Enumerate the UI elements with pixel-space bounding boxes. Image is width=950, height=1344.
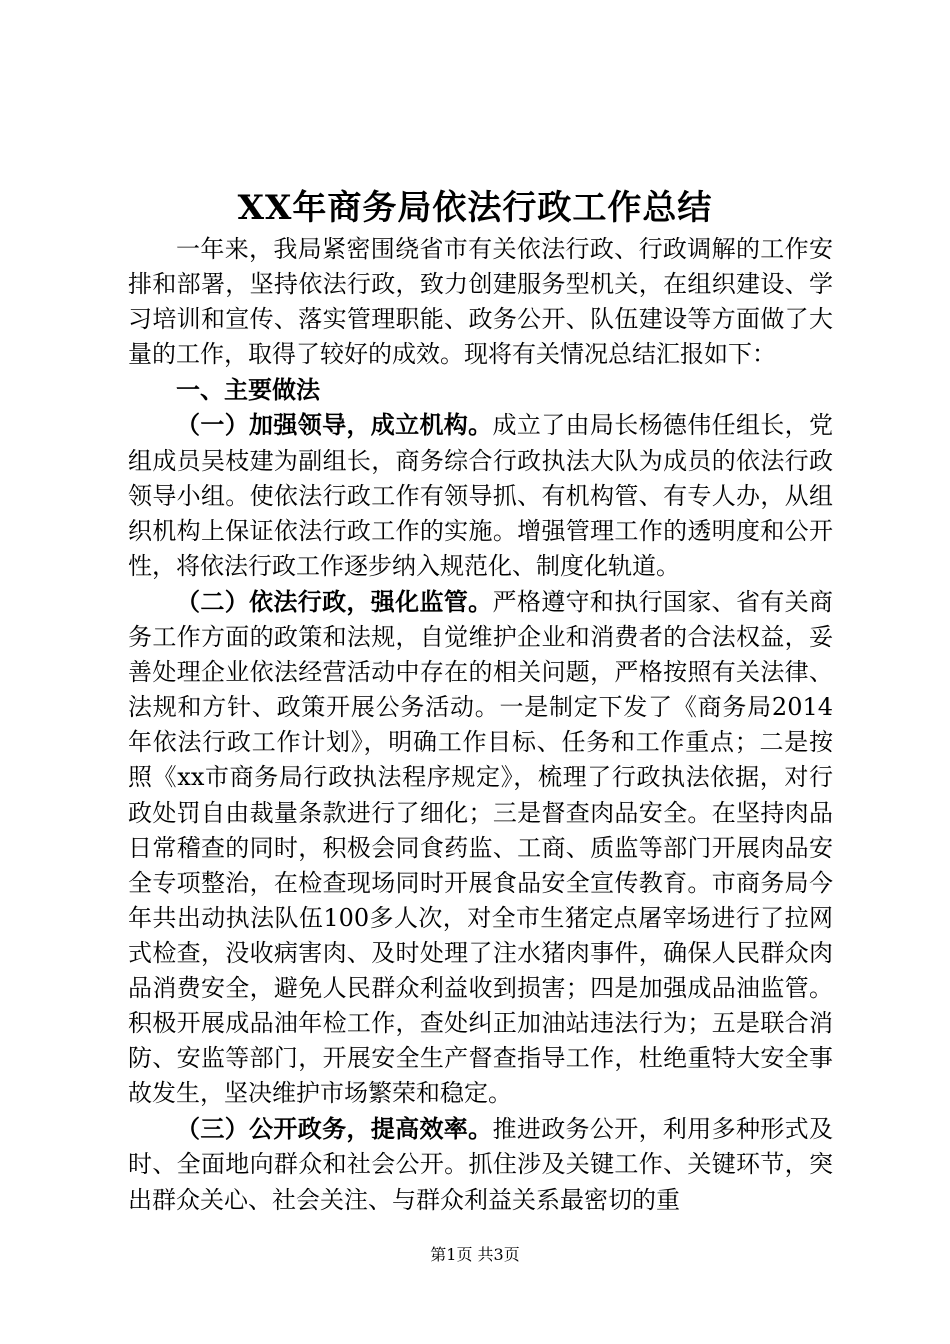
item-paragraph-2 bbox=[128, 584, 833, 1111]
item-text-3: 推进政务公开，利用多种形式及时、全面地向群众和社会公开。抓住涉及关键工作、关键环节，突出群众关心、社会关注、与群众利益关系最密切的重 bbox=[128, 1115, 833, 1214]
document-body bbox=[128, 232, 833, 1218]
section-heading: 一、主要做法 bbox=[176, 375, 320, 405]
item-text-1: 成立了由局长杨德伟任组长，党组成员吴枝建为副组长，商务综合行政执法大队为成员的依法行政领导小组。使依法行政工作有领导抓、有机构管、有专人办，从组织机构上保证依法行政工作的实施。增强管理工作的透明度和公开性，将依法行政工作逐步纳入规范化、制度化轨道。 bbox=[128, 411, 833, 580]
item-lead-2: （二）依法行政，强化监管。 bbox=[176, 586, 493, 616]
document-title: XX年商务局依法行政工作总结 bbox=[237, 188, 713, 228]
item-paragraph-1 bbox=[128, 407, 833, 583]
page-number-footer: 第1页 共3页 bbox=[430, 1245, 520, 1264]
item-lead-1: （一）加强领导，成立机构。 bbox=[176, 410, 493, 440]
item-lead-3: （三）公开政务，提高效率。 bbox=[176, 1114, 493, 1144]
item-paragraph-3 bbox=[128, 1111, 833, 1217]
intro-paragraph: 一年来，我局紧密围绕省市有关依法行政、行政调解的工作安排和部署，坚持依法行政，致力创建服务型机关，在组织建设、学习培训和宣传、落实管理职能、政务公开、队伍建设等方面做了大量的工作，取得了较好的成效。现将有关情况总结汇报如下： bbox=[128, 235, 833, 369]
item-text-2: 严格遵守和执行国家、省有关商务工作方面的政策和法规，自觉维护企业和消费者的合法权益，妥善处理企业依法经营活动中存在的相关问题，严格按照有关法律、法规和方针、政策开展公务活动。一是制定下发了《商务局2014年依法行政工作计划》，明确工作目标、任务和工作重点；二是按照《xx市商务局行政执法程序规定》，梳理了行政执法依据，对行政处罚自由裁量条款进行了细化；三是督查肉品安全。在坚持肉品日常稽查的同时，积极会同食药监、工商、质监等部门开展肉品安全专项整治，在检查现场同时开展食品安全宣传教育。市商务局今年共出动执法队伍100多人次，对全市生猪定点屠宰场进行了拉网式检查，没收病害肉、及时处理了注水猪肉事件，确保人民群众肉品消费安全，避免人民群众利益收到损害；四是加强成品油监管。积极开展成品油年检工作，查处纠正加油站违法行为；五是联合消防、安监等部门，开展安全生产督查指导工作，杜绝重特大安全事故发生，坚决维护市场繁荣和稳定。 bbox=[128, 587, 833, 1108]
